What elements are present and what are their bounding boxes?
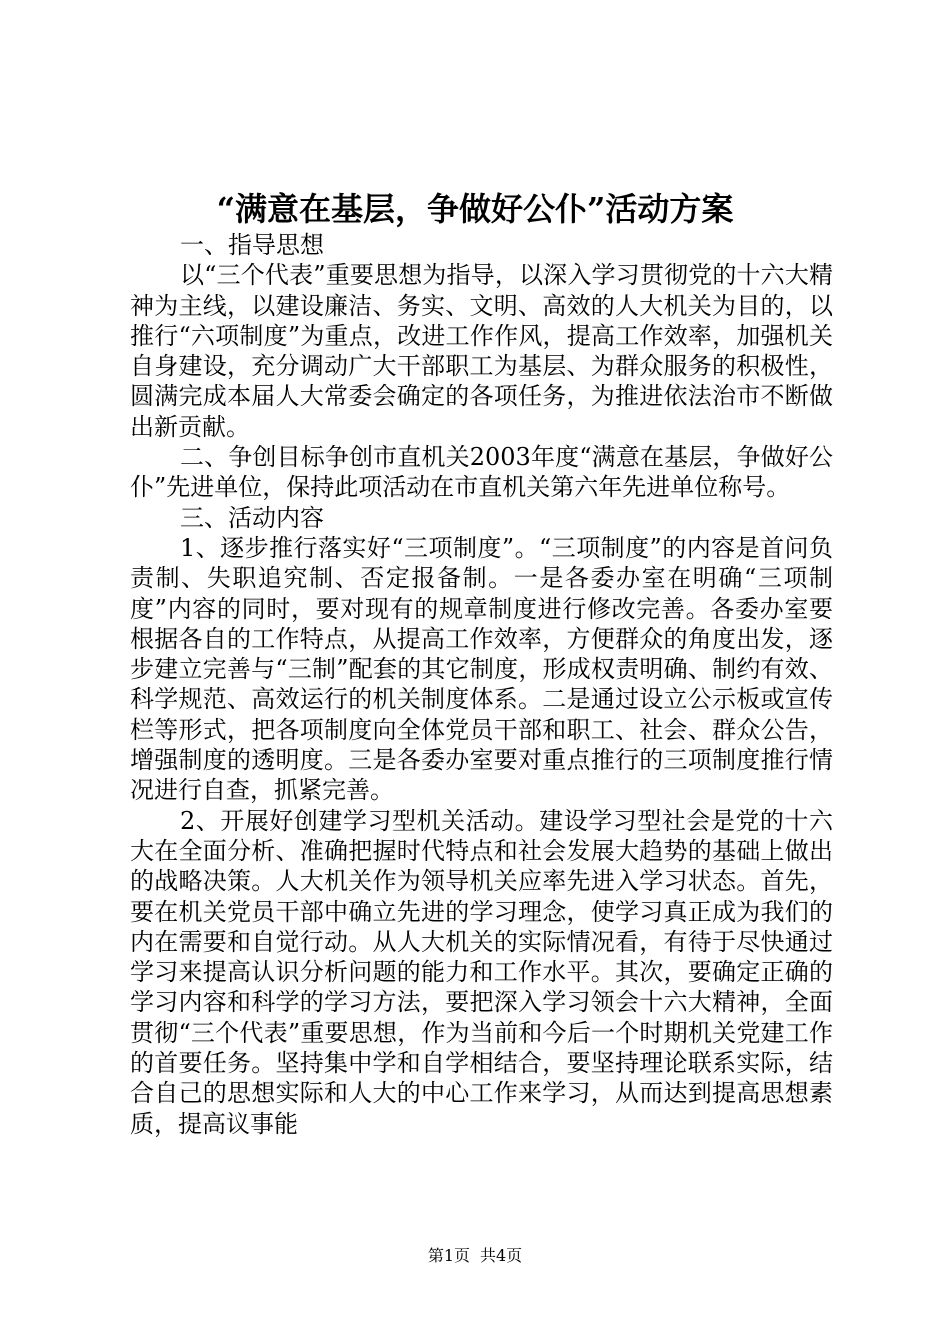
section-heading-activity-content: 三、活动内容 <box>180 503 324 532</box>
document-title: “满意在基层，争做好公仆”活动方案 <box>216 190 734 228</box>
document-body <box>130 230 833 1139</box>
paragraph-three-systems: 1、逐步推行落实好“三项制度”。“三项制度”的内容是首问负责制、失职追究制、否定报备制。一是各委办室在明确“三项制度”内容的同时，要对现有的规章制度进行修改完善。各委办室要根据各自的工作特点，从提高工作效率，方便群众的角度出发，逐步建立完善与“三制”配套的其它制度，形成权责明确、制约有效、科学规范、高效运行的机关制度体系。二是通过设立公示板或宣传栏等形式，把各项制度向全体党员干部和职工、社会、群众公告，增强制度的透明度。三是各委办室要对重点推行的三项制度推行情况进行自查，抓紧完善。 <box>130 533 833 805</box>
section-heading-guiding-ideology: 一、指导思想 <box>180 231 324 259</box>
paragraph-goals: 二、争创目标争创市直机关2003年度“满意在基层，争做好公仆”先进单位，保持此项活动在市直机关第六年先进单位称号。 <box>130 443 833 502</box>
page-footer <box>0 1246 950 1266</box>
page-number: 第1页 <box>427 1246 470 1265</box>
paragraph-guiding-ideology: 以“三个代表”重要思想为指导，以深入学习贯彻党的十六大精神为主线，以建设廉洁、务实、文明、高效的人大机关为目的，以推行“六项制度”为重点，改进工作作风，提高工作效率，加强机关自身建设，充分调动广大干部职工为基层、为群众服务的积极性，圆满完成本届人大常委会确定的各项任务，为推进依法治市不断做出新贡献。 <box>130 261 833 441</box>
page-total: 共4页 <box>480 1246 523 1265</box>
paragraph-learning-organization: 2、开展好创建学习型机关活动。建设学习型社会是党的十六大在全面分析、准确把握时代特点和社会发展大趋势的基础上做出的战略决策。人大机关作为领导机关应率先进入学习状态。首先，要在机关党员干部中确立先进的学习理念，使学习真正成为我们的内在需要和自觉行动。从人大机关的实际情况看，有待于尽快通过学习来提高认识分析问题的能力和工作水平。其次，要确定正确的学习内容和科学的学习方法，要把深入学习领会十六大精神，全面贯彻“三个代表”重要思想，作为当前和今后一个时期机关党建工作的首要任务。坚持集中学和自学相结合，要坚持理论联系实际，结合自己的思想实际和人大的中心工作来学习，从而达到提高思想素质，提高议事能 <box>130 806 833 1138</box>
